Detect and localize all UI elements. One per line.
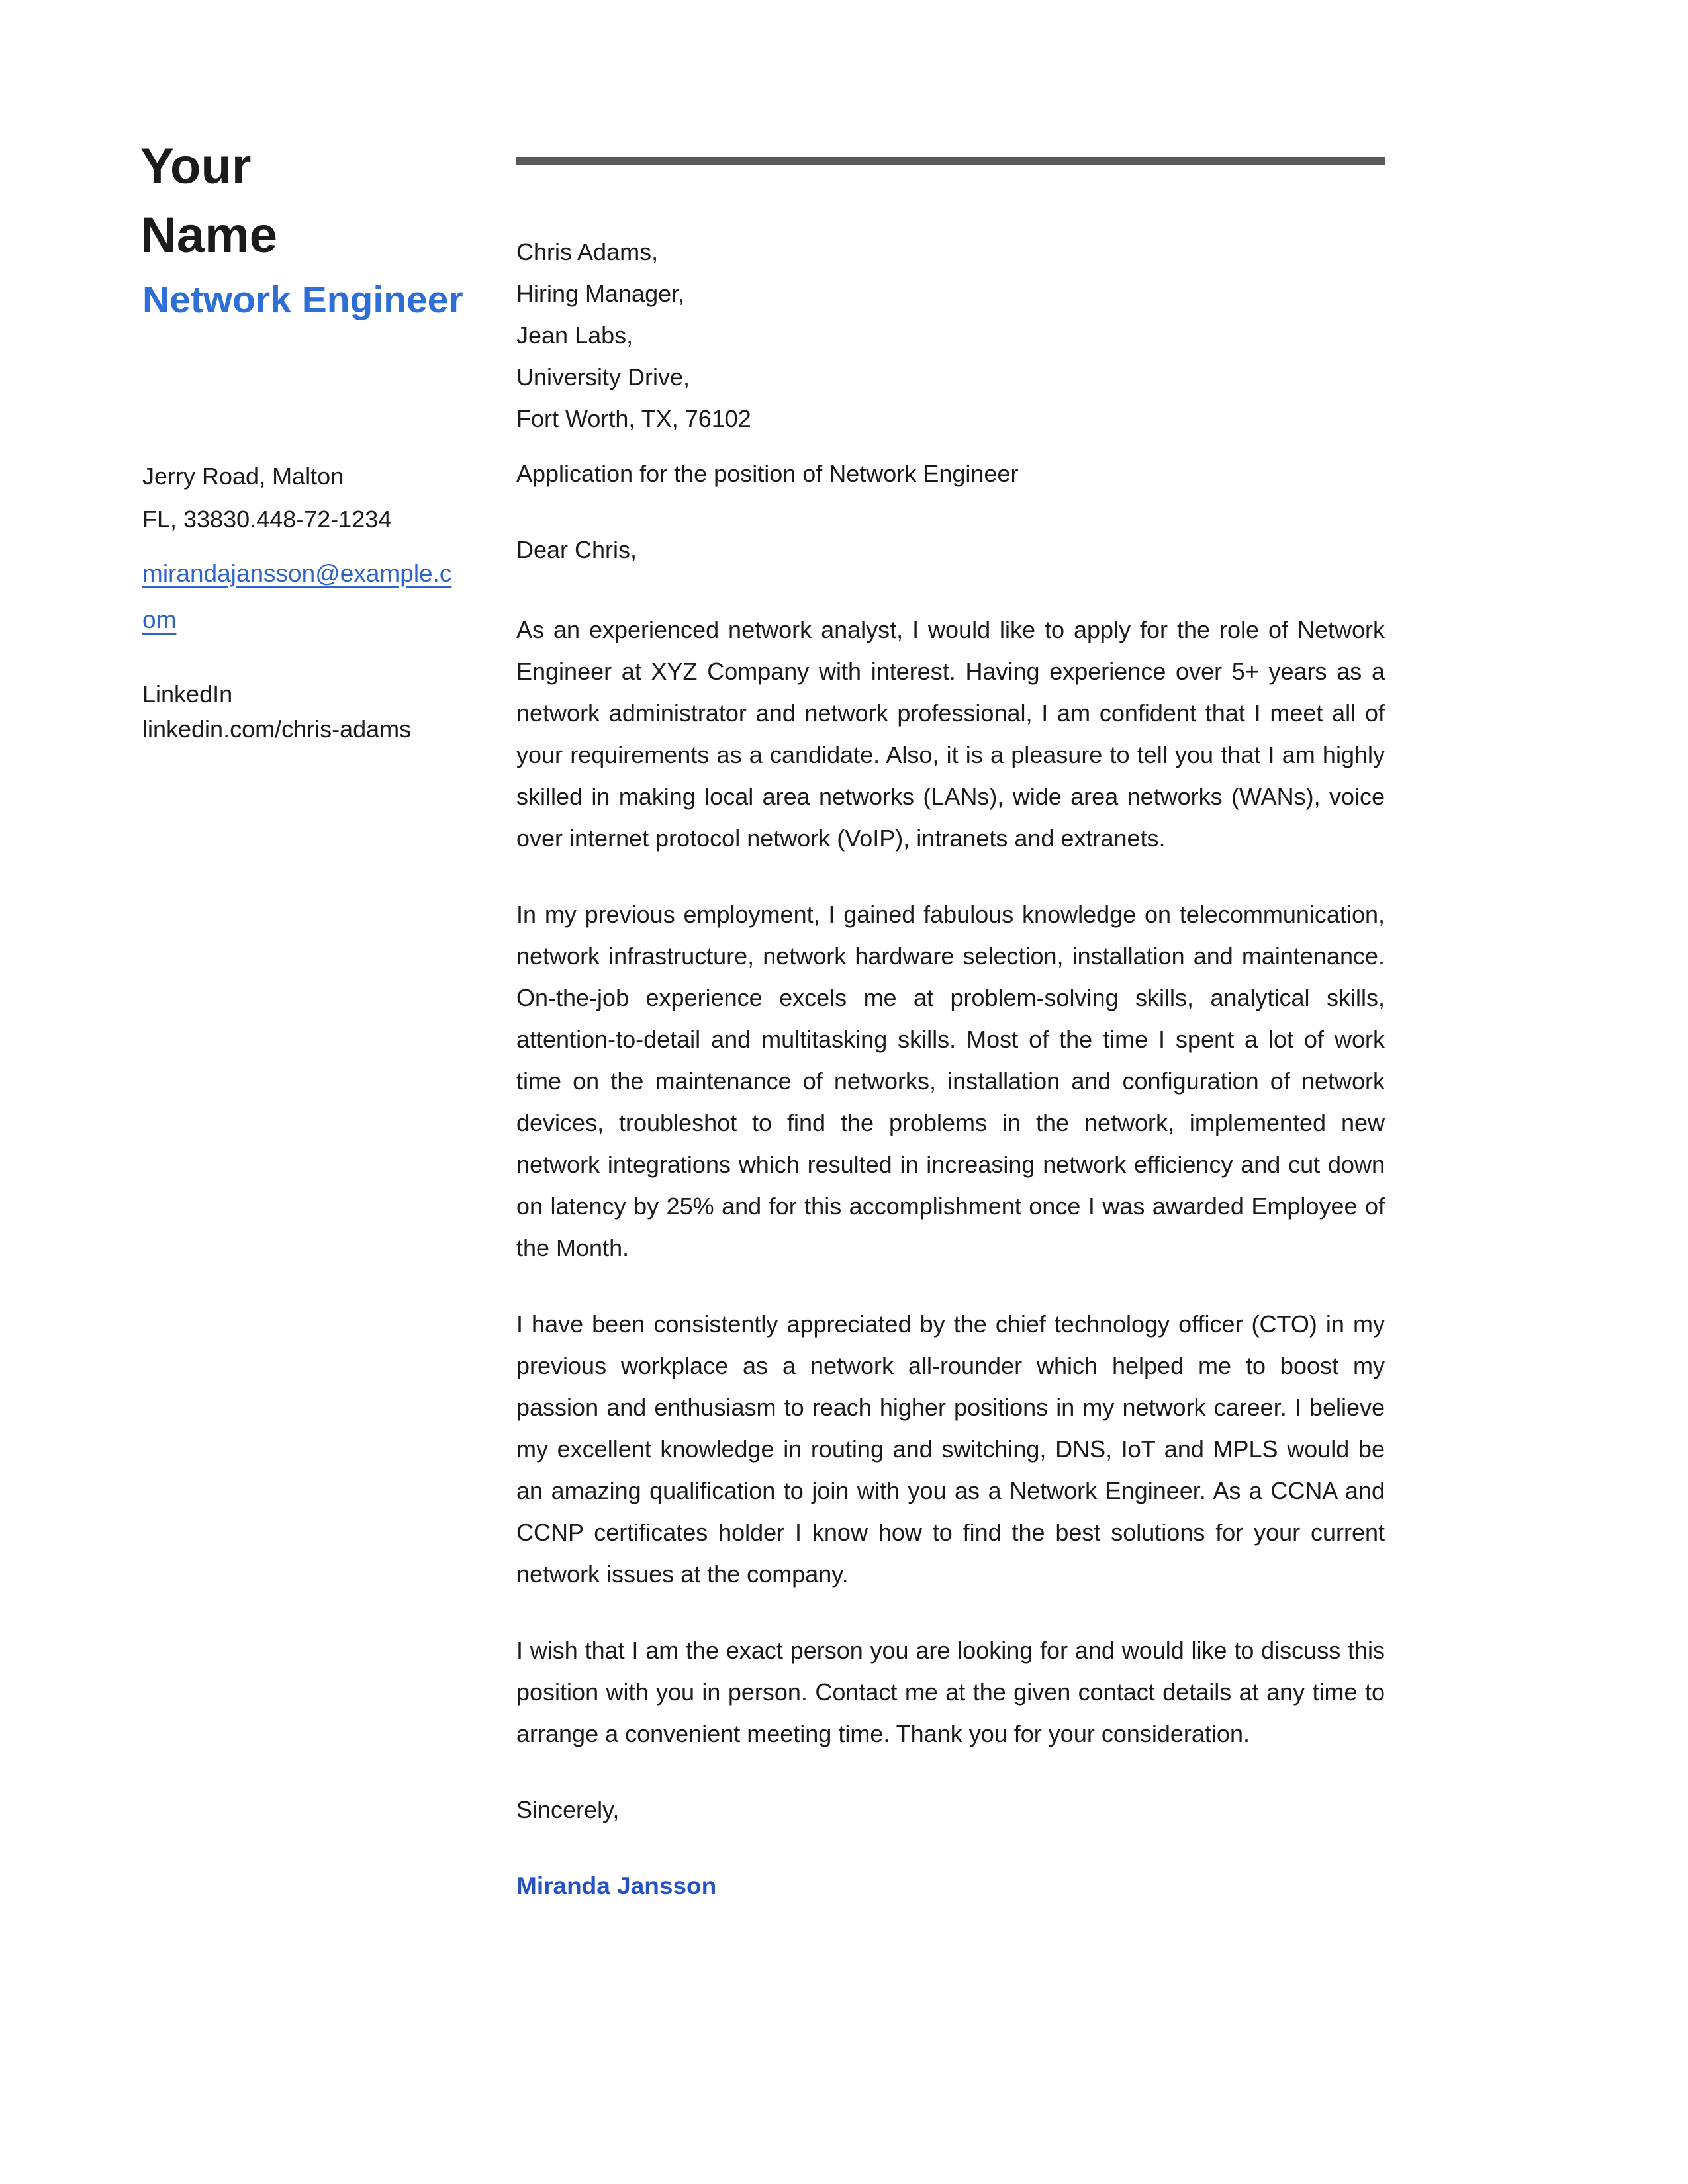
- address-block: [142, 455, 391, 541]
- linkedin-label: LinkedIn: [142, 680, 233, 707]
- address-street-line: Jerry Road, Malton: [142, 463, 344, 490]
- recipient-line-company: Jean Labs,: [516, 322, 633, 349]
- applicant-name-heading: Your Name: [140, 138, 277, 263]
- recipient-block: [516, 231, 751, 439]
- address-phone-line: FL, 33830.448-72-1234: [142, 506, 392, 533]
- recipient-line-name: Chris Adams,: [516, 238, 659, 265]
- linkedin-block: [142, 676, 411, 747]
- paragraph-experience: In my previous employment, I gained fabulous knowledge on telecommunication, network infrastructure, network hardware selection, installation and maintenance. On-the-job experience excels me at problem-solving skills, analytical skills, attention-to-detail and multitasking skills. Most of the time I spent a lot of work time on the maintenance of networks, installation and configuration of network devices, troubleshot to find the problems in the network, implemented new network integrations which resulted in increasing network efficiency and cut down on latency by 25% and for this accomplishment once I was awarded Employee of the Month.: [516, 901, 1385, 1261]
- applicant-job-title: Network Engineer: [142, 279, 463, 321]
- recipient-line-role: Hiring Manager,: [516, 280, 685, 307]
- recipient-line-city: Fort Worth, TX, 76102: [516, 405, 751, 432]
- linkedin-url: linkedin.com/chris-adams: [142, 715, 412, 743]
- recipient-line-street: University Drive,: [516, 363, 690, 390]
- header-divider-rule: [516, 157, 1385, 165]
- paragraph-skills: I have been consistently appreciated by the chief technology officer (CTO) in my previous workplace as a network all-rounder which helped me to boost my passion and enthusiasm to reach higher positions in my network career. I believe my excellent knowledge in routing and switching, DNS, IoT and MPLS would be an amazing qualification to join with you as a Network Engineer. As a CCNA and CCNP certificates holder I know how to find the best solutions for your current network issues at the company.: [516, 1310, 1385, 1588]
- salutation: Dear Chris,: [516, 536, 637, 563]
- paragraph-call-to-action: I wish that I am the exact person you are looking for and would like to discuss this position with you in person. Contact me at the given contact details at any time to arrange a convenient meeting time. Thank you for your consideration.: [516, 1637, 1385, 1747]
- email-link[interactable]: mirandajansson@example.com: [142, 560, 452, 633]
- subject-line: Application for the position of Network Engineer: [516, 460, 1019, 487]
- closing: Sincerely,: [516, 1796, 620, 1823]
- paragraph-intro: As an experienced network analyst, I would like to apply for the role of Network Engineer at XYZ Company with interest. Having experience over 5+ years as a network administrator and network professional, I am confident that I meet all of your requirements as a candidate. Also, it is a pleasure to tell you that I am highly skilled in making local area networks (LANs), wide area networks (WANs), voice over internet protocol network (VoIP), intranets and extranets.: [516, 616, 1385, 852]
- signature-name: Miranda Jansson: [516, 1872, 717, 1899]
- letter-body: [516, 609, 1385, 1907]
